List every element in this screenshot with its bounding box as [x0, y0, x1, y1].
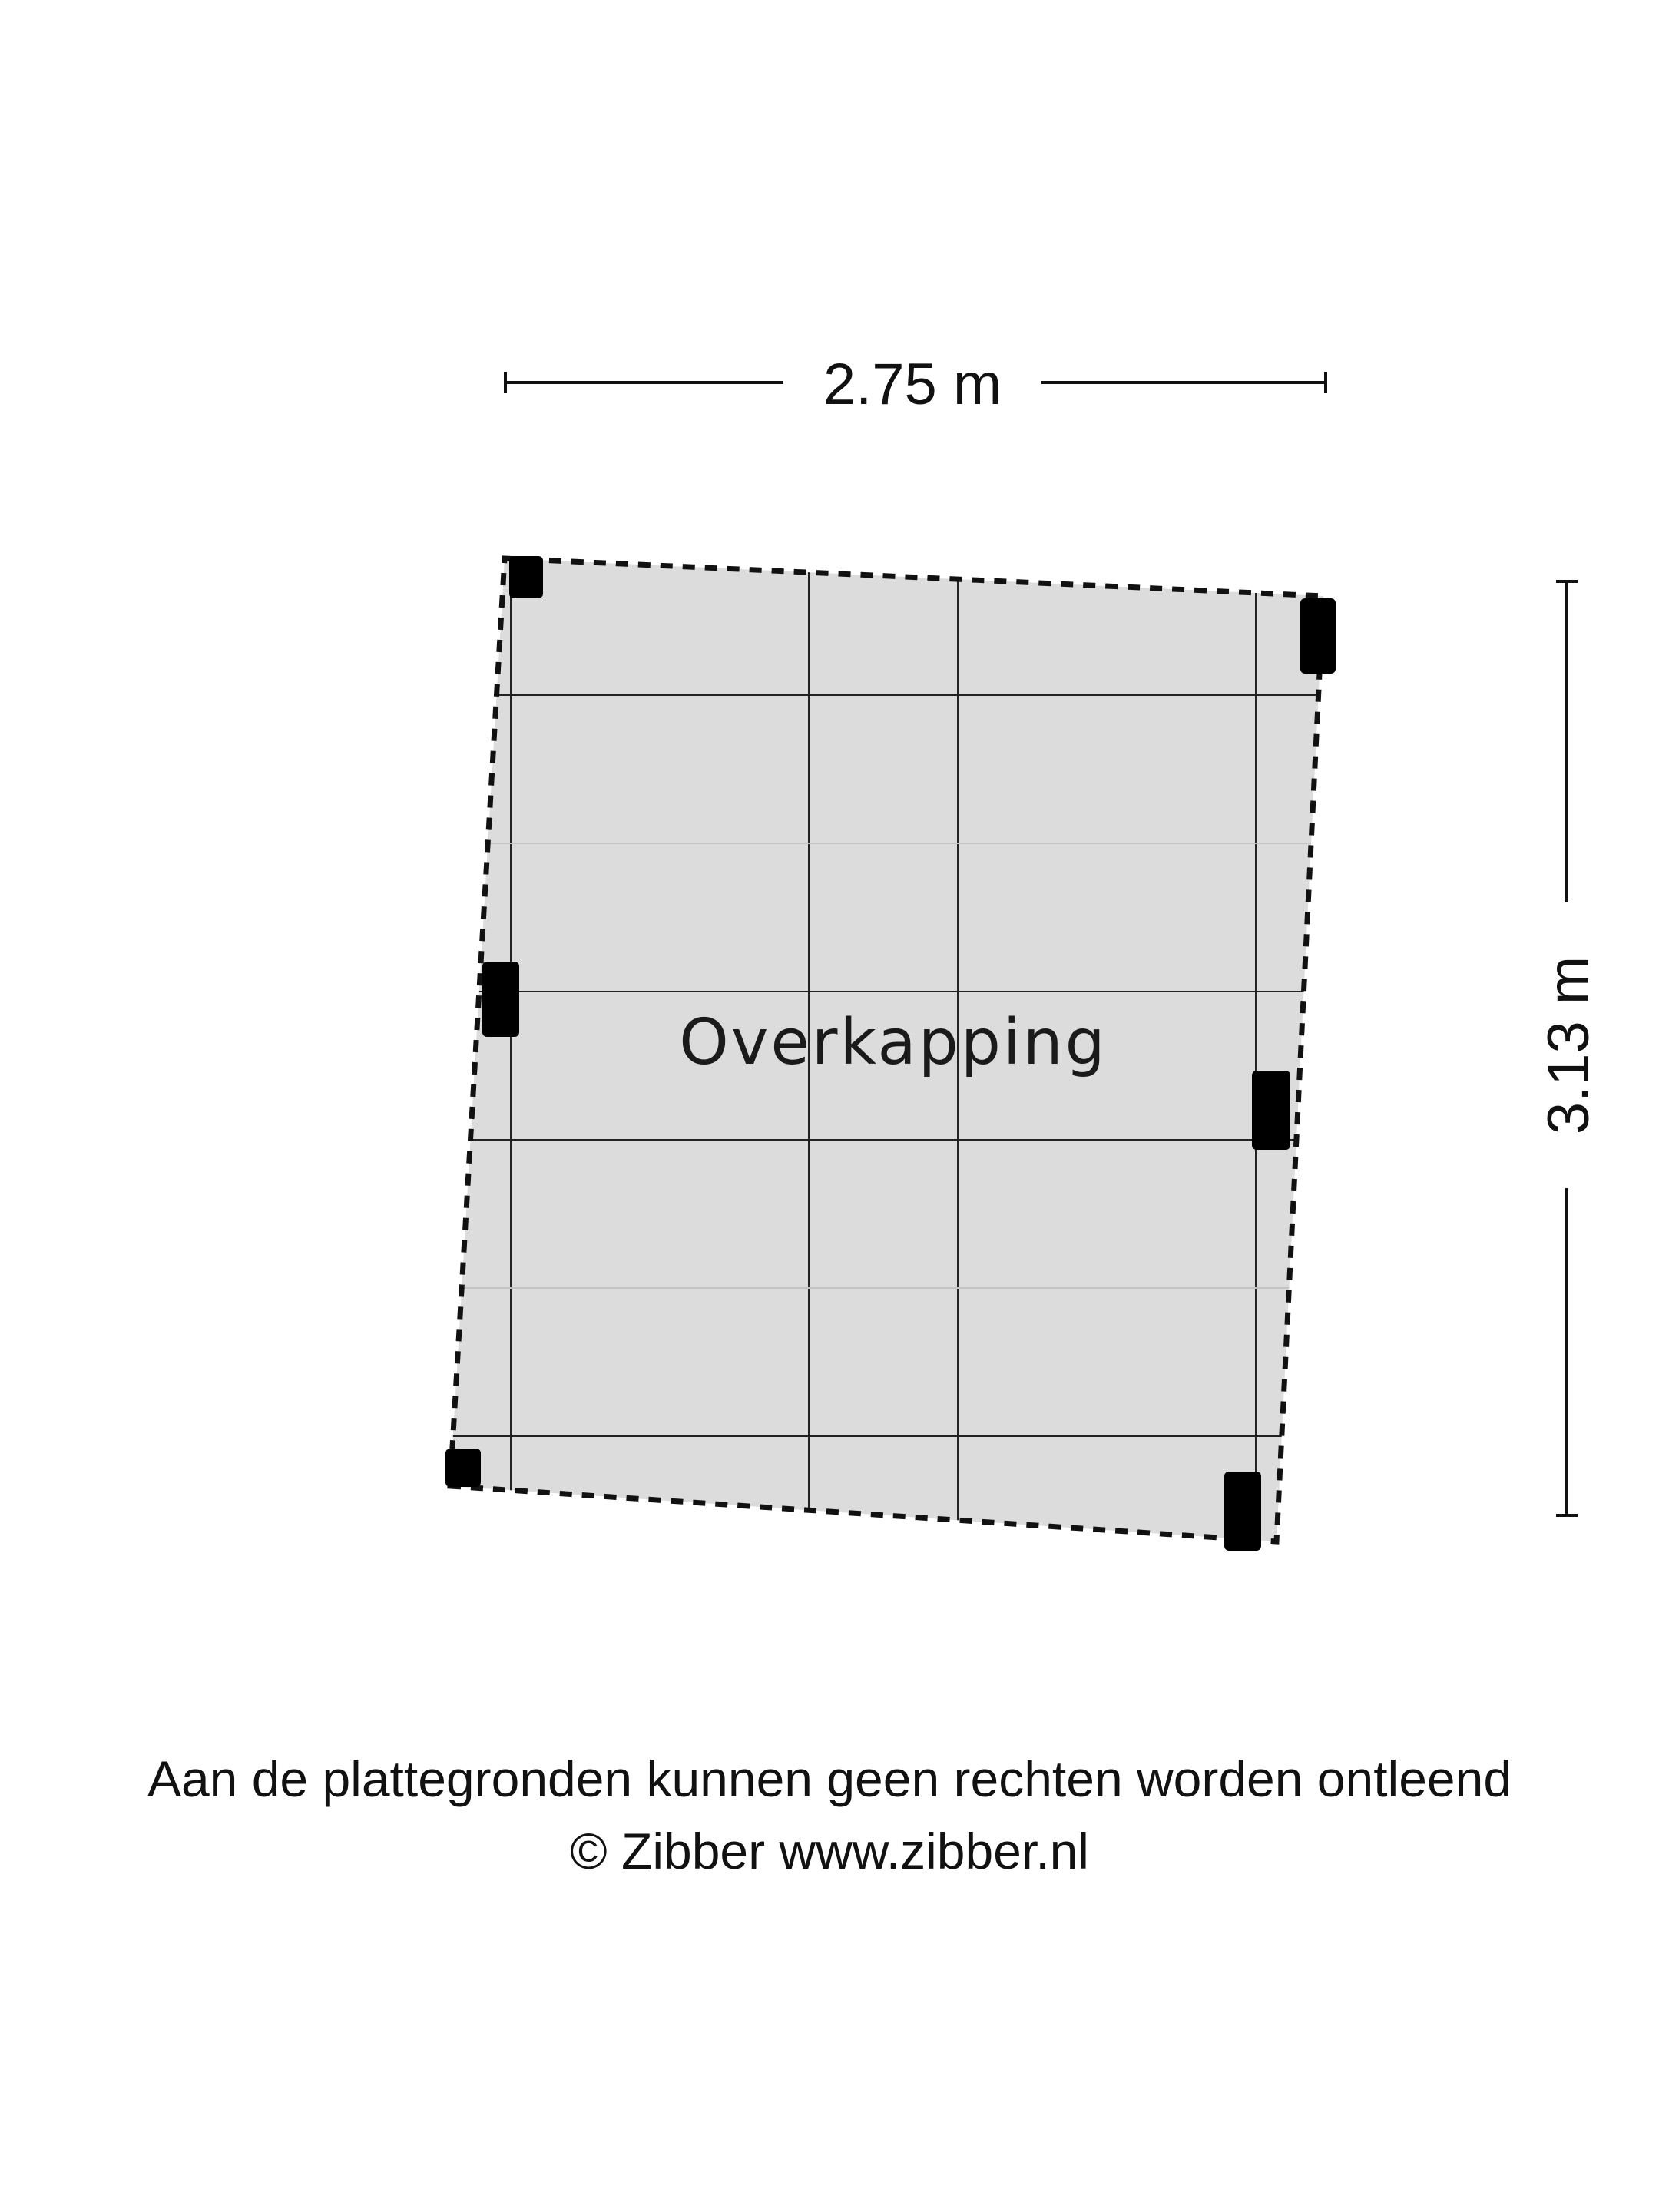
width-label: 2.75 m — [823, 352, 1002, 417]
width-dimension — [505, 352, 1326, 417]
height-dimension — [1536, 581, 1601, 1515]
post-bottom-left — [445, 1449, 481, 1487]
height-label: 3.13 m — [1536, 955, 1601, 1135]
disclaimer-text: Aan de plattegronden kunnen geen rechten worden ontleend — [147, 1750, 1512, 1807]
post-top-left — [509, 556, 543, 598]
copyright-text: © Zibber www.zibber.nl — [570, 1823, 1089, 1879]
post-mid-right — [1252, 1071, 1290, 1150]
post-top-right — [1300, 598, 1336, 674]
post-bottom-right — [1224, 1472, 1261, 1551]
room-label: Overkapping — [679, 1006, 1108, 1079]
post-mid-left — [482, 962, 519, 1037]
